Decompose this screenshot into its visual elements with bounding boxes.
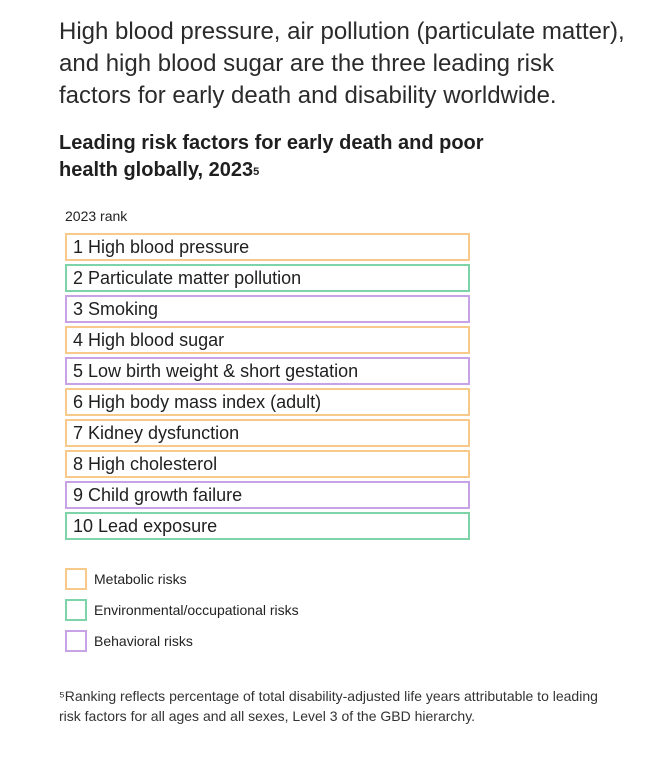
rank-column-header: 2023 rank bbox=[65, 208, 128, 224]
legend-label: Behavioral risks bbox=[94, 633, 193, 649]
rank-item: 1 High blood pressure bbox=[65, 233, 470, 261]
risk-factor-ranking-list bbox=[65, 233, 470, 543]
metabolic-swatch bbox=[65, 568, 87, 590]
rank-item: 3 Smoking bbox=[65, 295, 470, 323]
legend-item-environmental bbox=[65, 599, 299, 621]
legend-label: Metabolic risks bbox=[94, 571, 187, 587]
section-title-text: Leading risk factors for early death and poor health globally, 2023 bbox=[59, 132, 484, 181]
legend-label: Environmental/occupational risks bbox=[94, 602, 299, 618]
environmental-swatch bbox=[65, 599, 87, 621]
rank-item: 5 Low birth weight & short gestation bbox=[65, 357, 470, 385]
rank-item: 8 High cholesterol bbox=[65, 450, 470, 478]
legend-item-behavioral bbox=[65, 630, 299, 652]
behavioral-swatch bbox=[65, 630, 87, 652]
legend-item-metabolic bbox=[65, 568, 299, 590]
rank-item: 2 Particulate matter pollution bbox=[65, 264, 470, 292]
rank-item: 6 High body mass index (adult) bbox=[65, 388, 470, 416]
footnote-marker: 5 bbox=[253, 166, 260, 178]
rank-item: 4 High blood sugar bbox=[65, 326, 470, 354]
headline: High blood pressure, air pollution (particulate matter), and high blood sugar are the three leading risk factors for early death and disability worldwide. bbox=[59, 18, 625, 109]
legend bbox=[65, 568, 299, 661]
section-title bbox=[59, 130, 529, 184]
rank-item: 10 Lead exposure bbox=[65, 512, 470, 540]
footnote: ⁵Ranking reflects percentage of total disability-adjusted life years attributable to leading risk factors for all ages and all sexes, Level 3 of the GBD hierarchy. bbox=[59, 688, 598, 724]
rank-item: 9 Child growth failure bbox=[65, 481, 470, 509]
rank-item: 7 Kidney dysfunction bbox=[65, 419, 470, 447]
